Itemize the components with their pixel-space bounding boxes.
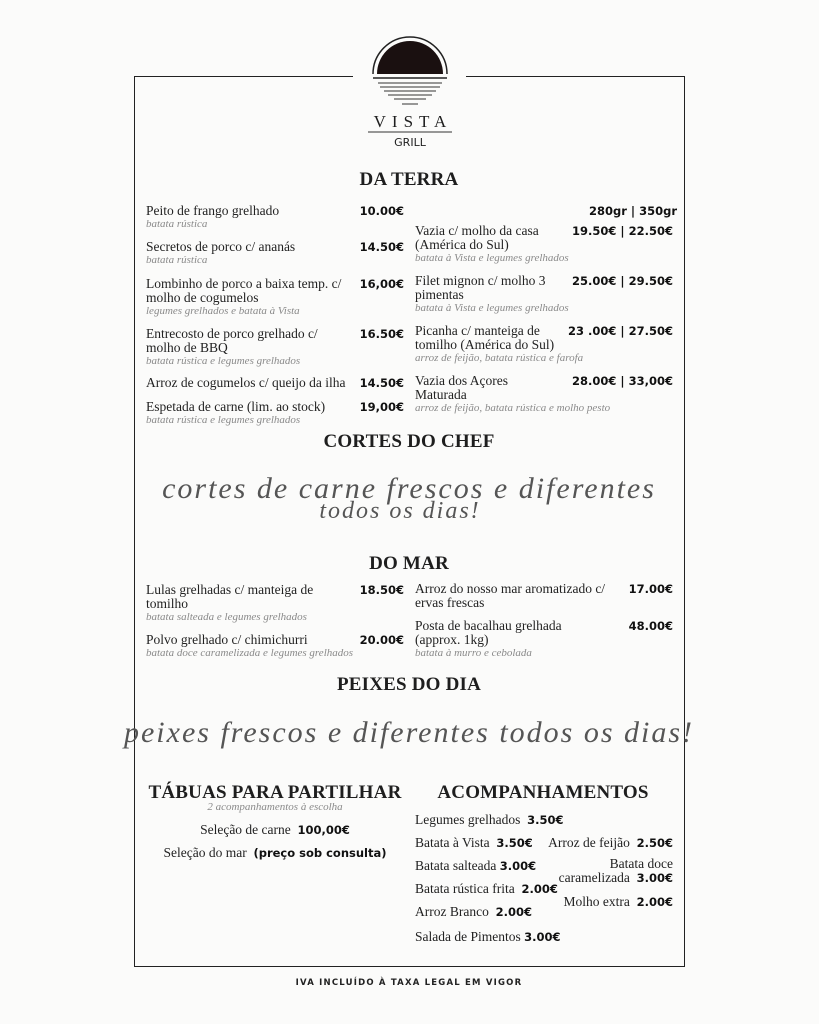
tabua-item: Seleção de carne 100,00€ [200, 822, 350, 837]
menu-item: Espetada de carne (lim. ao stock) batata rústica e legumes grelhados 19,00€ [146, 399, 404, 426]
section-title-cortes-do-chef: CORTES DO CHEF [323, 431, 495, 452]
footer-tax-note: IVA INCLUÍDO À TAXA LEGAL EM VIGOR [295, 978, 523, 988]
section-title-acompanhamentos: ACOMPANHAMENTOS [437, 782, 649, 803]
chef-script-line1: cortes de carne frescos e diferentes [162, 472, 656, 505]
menu-item: Polvo grelhado c/ chimichurri batata doce caramelizada e legumes grelhados 20.00€ [146, 632, 404, 659]
side-item: Legumes grelhados 3.50€ [415, 812, 564, 827]
tabuas-subtitle: 2 acompanhamentos à escolha [207, 801, 343, 813]
chef-script-line2: todos os dias! [319, 498, 481, 524]
menu-item: Arroz de cogumelos c/ queijo da ilha 14.50€ [146, 375, 404, 390]
side-item: Molho extra 2.00€ [563, 894, 673, 909]
menu-item: Lombinho de porco a baixa temp. c/ molho de cogumelos legumes grelhados e batata à Vista 16,00€ [146, 276, 404, 317]
frame-top-left [134, 76, 353, 77]
brand-name: VISTA [373, 112, 453, 131]
side-item: Batata doce caramelizada 3.00€ [558, 856, 673, 885]
menu-item: Lulas grelhadas c/ manteiga de tomilho batata salteada e legumes grelhados 18.50€ [146, 582, 404, 623]
side-item: Batata salteada 3.00€ [415, 858, 537, 873]
menu-item: Secretos de porco c/ ananás batata rústica 14.50€ [146, 239, 404, 266]
weights-header: 280gr | 350gr [589, 204, 678, 218]
menu-item: Vazia dos Açores Maturada arroz de feijão, batata rústica e molho pesto 28.00€ | 33,00€ [415, 373, 673, 414]
side-item: Batata à Vista 3.50€ [415, 835, 533, 850]
side-item: Arroz de feijão 2.50€ [548, 835, 673, 850]
side-item: Batata rústica frita 2.00€ [415, 881, 558, 896]
side-item: Salada de Pimentos 3.00€ [415, 929, 561, 944]
side-item: Arroz Branco 2.00€ [415, 904, 532, 919]
tabua-item: Seleção do mar (preço sob consulta) [163, 845, 387, 860]
section-title-peixes-do-dia: PEIXES DO DIA [336, 674, 482, 695]
brand-sub: GRILL [394, 136, 426, 149]
section-title-do-mar: DO MAR [369, 553, 449, 574]
peixes-script: peixes frescos e diferentes todos os dias! [123, 716, 695, 749]
menu-item: Entrecosto de porco grelhado c/ molho de BBQ batata rústica e legumes grelhados 16.50€ [146, 326, 404, 367]
menu-item: Posta de bacalhau grelhada (approx. 1kg) batata à murro e cebolada 48.00€ [415, 618, 673, 659]
menu-item: Picanha c/ manteiga de tomilho (América do Sul) arroz de feijão, batata rústica e farofa 23 .00€ | 27.50€ [415, 323, 673, 364]
section-title-tabuas: TÁBUAS PARA PARTILHAR [148, 782, 402, 803]
menu-item: Arroz do nosso mar aromatizado c/ ervas frescas 17.00€ [415, 581, 673, 610]
menu-item: Filet mignon c/ molho 3 pimentas batata à Vista e legumes grelhados 25.00€ | 29.50€ [415, 273, 673, 314]
menu-item: Vazia c/ molho da casa (América do Sul) batata à Vista e legumes grelhados 19.50€ | 22.50€ [415, 223, 673, 264]
menu-item: Peito de frango grelhado batata rústica 10.00€ [146, 203, 404, 230]
section-title-da-terra: DA TERRA [359, 169, 459, 190]
vista-grill-logo [360, 34, 460, 154]
frame-top-right [466, 76, 685, 77]
